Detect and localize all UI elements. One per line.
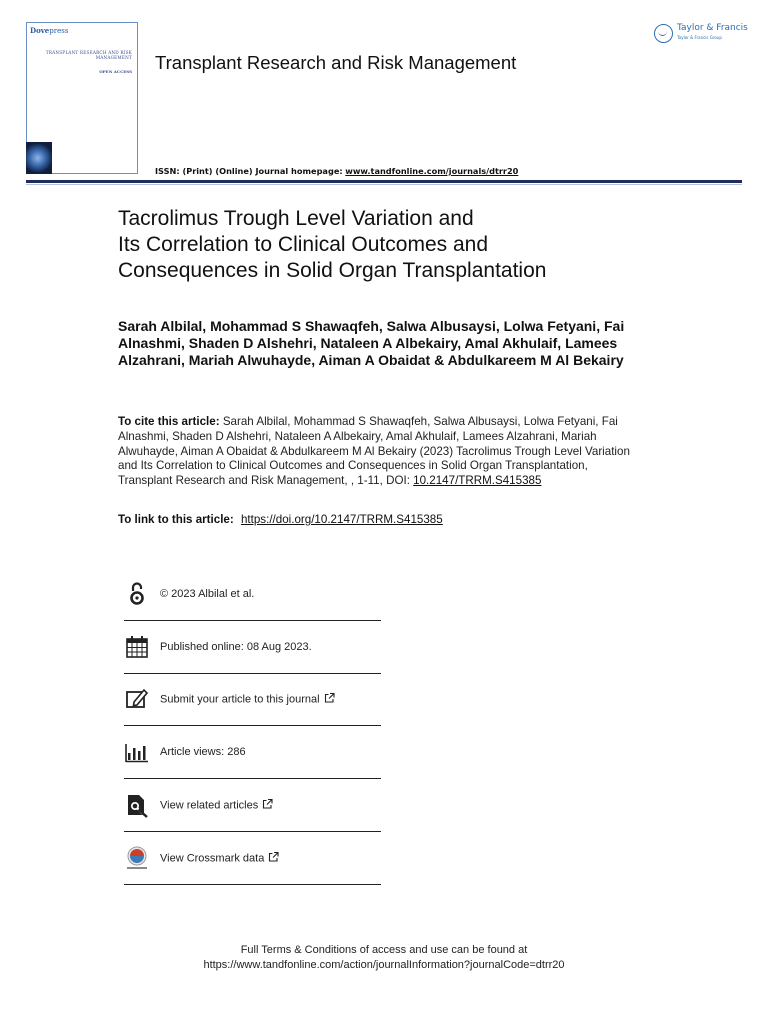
article-title-line: Its Correlation to Clinical Outcomes and <box>118 233 488 256</box>
citation-text: Sarah Albilal, Mohammad S Shawaqfeh, Salwa Albusaysi, Lolwa Fetyani, Fai Alnashmi, Shaden D Alshehri, Nataleen A Albekairy, Amal Akhulaif, Lamees Alzahrani, Mariah Alwuhayde, Aiman A Obaidat & Abdulkareem M Al Bekairy (2023) Tacrolimus Trough Level Variation and Its Correlation to Clinical Outcomes and Consequences in Solid Organ Transplantation, Transplant Research and Risk Management, , 1-11, DOI: <box>118 415 630 488</box>
external-link-icon <box>262 799 273 810</box>
publisher-name: Taylor & Francis <box>677 23 748 33</box>
crossmark-link[interactable]: View Crossmark data <box>160 852 279 865</box>
journal-homepage-link[interactable]: www.tandfonline.com/journals/dtrr20 <box>345 166 519 176</box>
published-row <box>124 620 381 674</box>
doi-link[interactable]: 10.2147/TRRM.S415385 <box>413 474 542 488</box>
terms-text: Full Terms & Conditions of access and use can be found at <box>240 944 528 956</box>
published-date: Published online: 08 Aug 2023. <box>160 641 312 653</box>
views-row[interactable] <box>124 726 381 779</box>
publisher-subtitle: Taylor & Francis Group <box>677 35 722 40</box>
cover-brand: Dovepress <box>30 26 69 35</box>
crossmark-icon <box>124 845 150 871</box>
crossmark-row[interactable] <box>124 832 381 885</box>
header-divider <box>26 180 742 183</box>
article-title-line: Consequences in Solid Organ Transplantation <box>118 259 547 282</box>
edit-icon <box>124 686 150 712</box>
open-access-icon <box>124 581 150 607</box>
copyright-text: © 2023 Albilal et al. <box>160 588 255 600</box>
citation-block <box>118 415 638 489</box>
article-link-line <box>118 513 443 526</box>
journal-cover <box>26 22 138 174</box>
article-title <box>118 206 678 284</box>
bar-chart-icon <box>124 739 150 765</box>
publisher-logo[interactable] <box>654 22 746 46</box>
link-label: To link to this article: <box>118 513 234 526</box>
cover-art-image <box>26 142 52 174</box>
search-document-icon <box>124 792 150 818</box>
calendar-icon <box>124 634 150 660</box>
issn-line <box>155 166 518 176</box>
article-title-line: Tacrolimus Trough Level Variation and <box>118 207 474 230</box>
external-link-icon <box>324 693 335 704</box>
cover-open-access: OPEN ACCESS <box>99 69 132 74</box>
taylor-francis-icon <box>654 24 673 43</box>
submit-link[interactable]: Submit your article to this journal <box>160 693 335 706</box>
terms-url[interactable]: https://www.tandfonline.com/action/journalInformation?journalCode=dtrr20 <box>203 958 565 971</box>
article-doi-url[interactable]: https://doi.org/10.2147/TRRM.S415385 <box>240 513 443 526</box>
related-articles-link[interactable]: View related articles <box>160 799 273 812</box>
submit-row[interactable] <box>124 673 381 726</box>
copyright-row <box>124 568 381 621</box>
external-link-icon <box>268 852 279 863</box>
article-views: Article views: 286 <box>160 746 246 758</box>
related-row[interactable] <box>124 779 381 832</box>
journal-title: Transplant Research and Risk Management <box>155 52 517 73</box>
terms-footer <box>0 943 768 972</box>
author-list: Sarah Albilal, Mohammad S Shawaqfeh, Salwa Albusaysi, Lolwa Fetyani, Fai Alnashmi, Shaden D Alshehri, Nataleen A Albekairy, Amal Akhulaif, Lamees Alzahrani, Mariah Alwuhayde, Aiman A Obaidat & Abdulkareem M Al Bekairy <box>118 318 625 368</box>
issn-label: ISSN: (Print) (Online) Journal homepage: <box>155 166 343 176</box>
cover-journal-title: TRANSPLANT RESEARCH AND RISK MANAGEMENT <box>45 50 132 60</box>
cite-label: To cite this article: <box>118 415 220 428</box>
header-divider-thin <box>26 184 742 185</box>
